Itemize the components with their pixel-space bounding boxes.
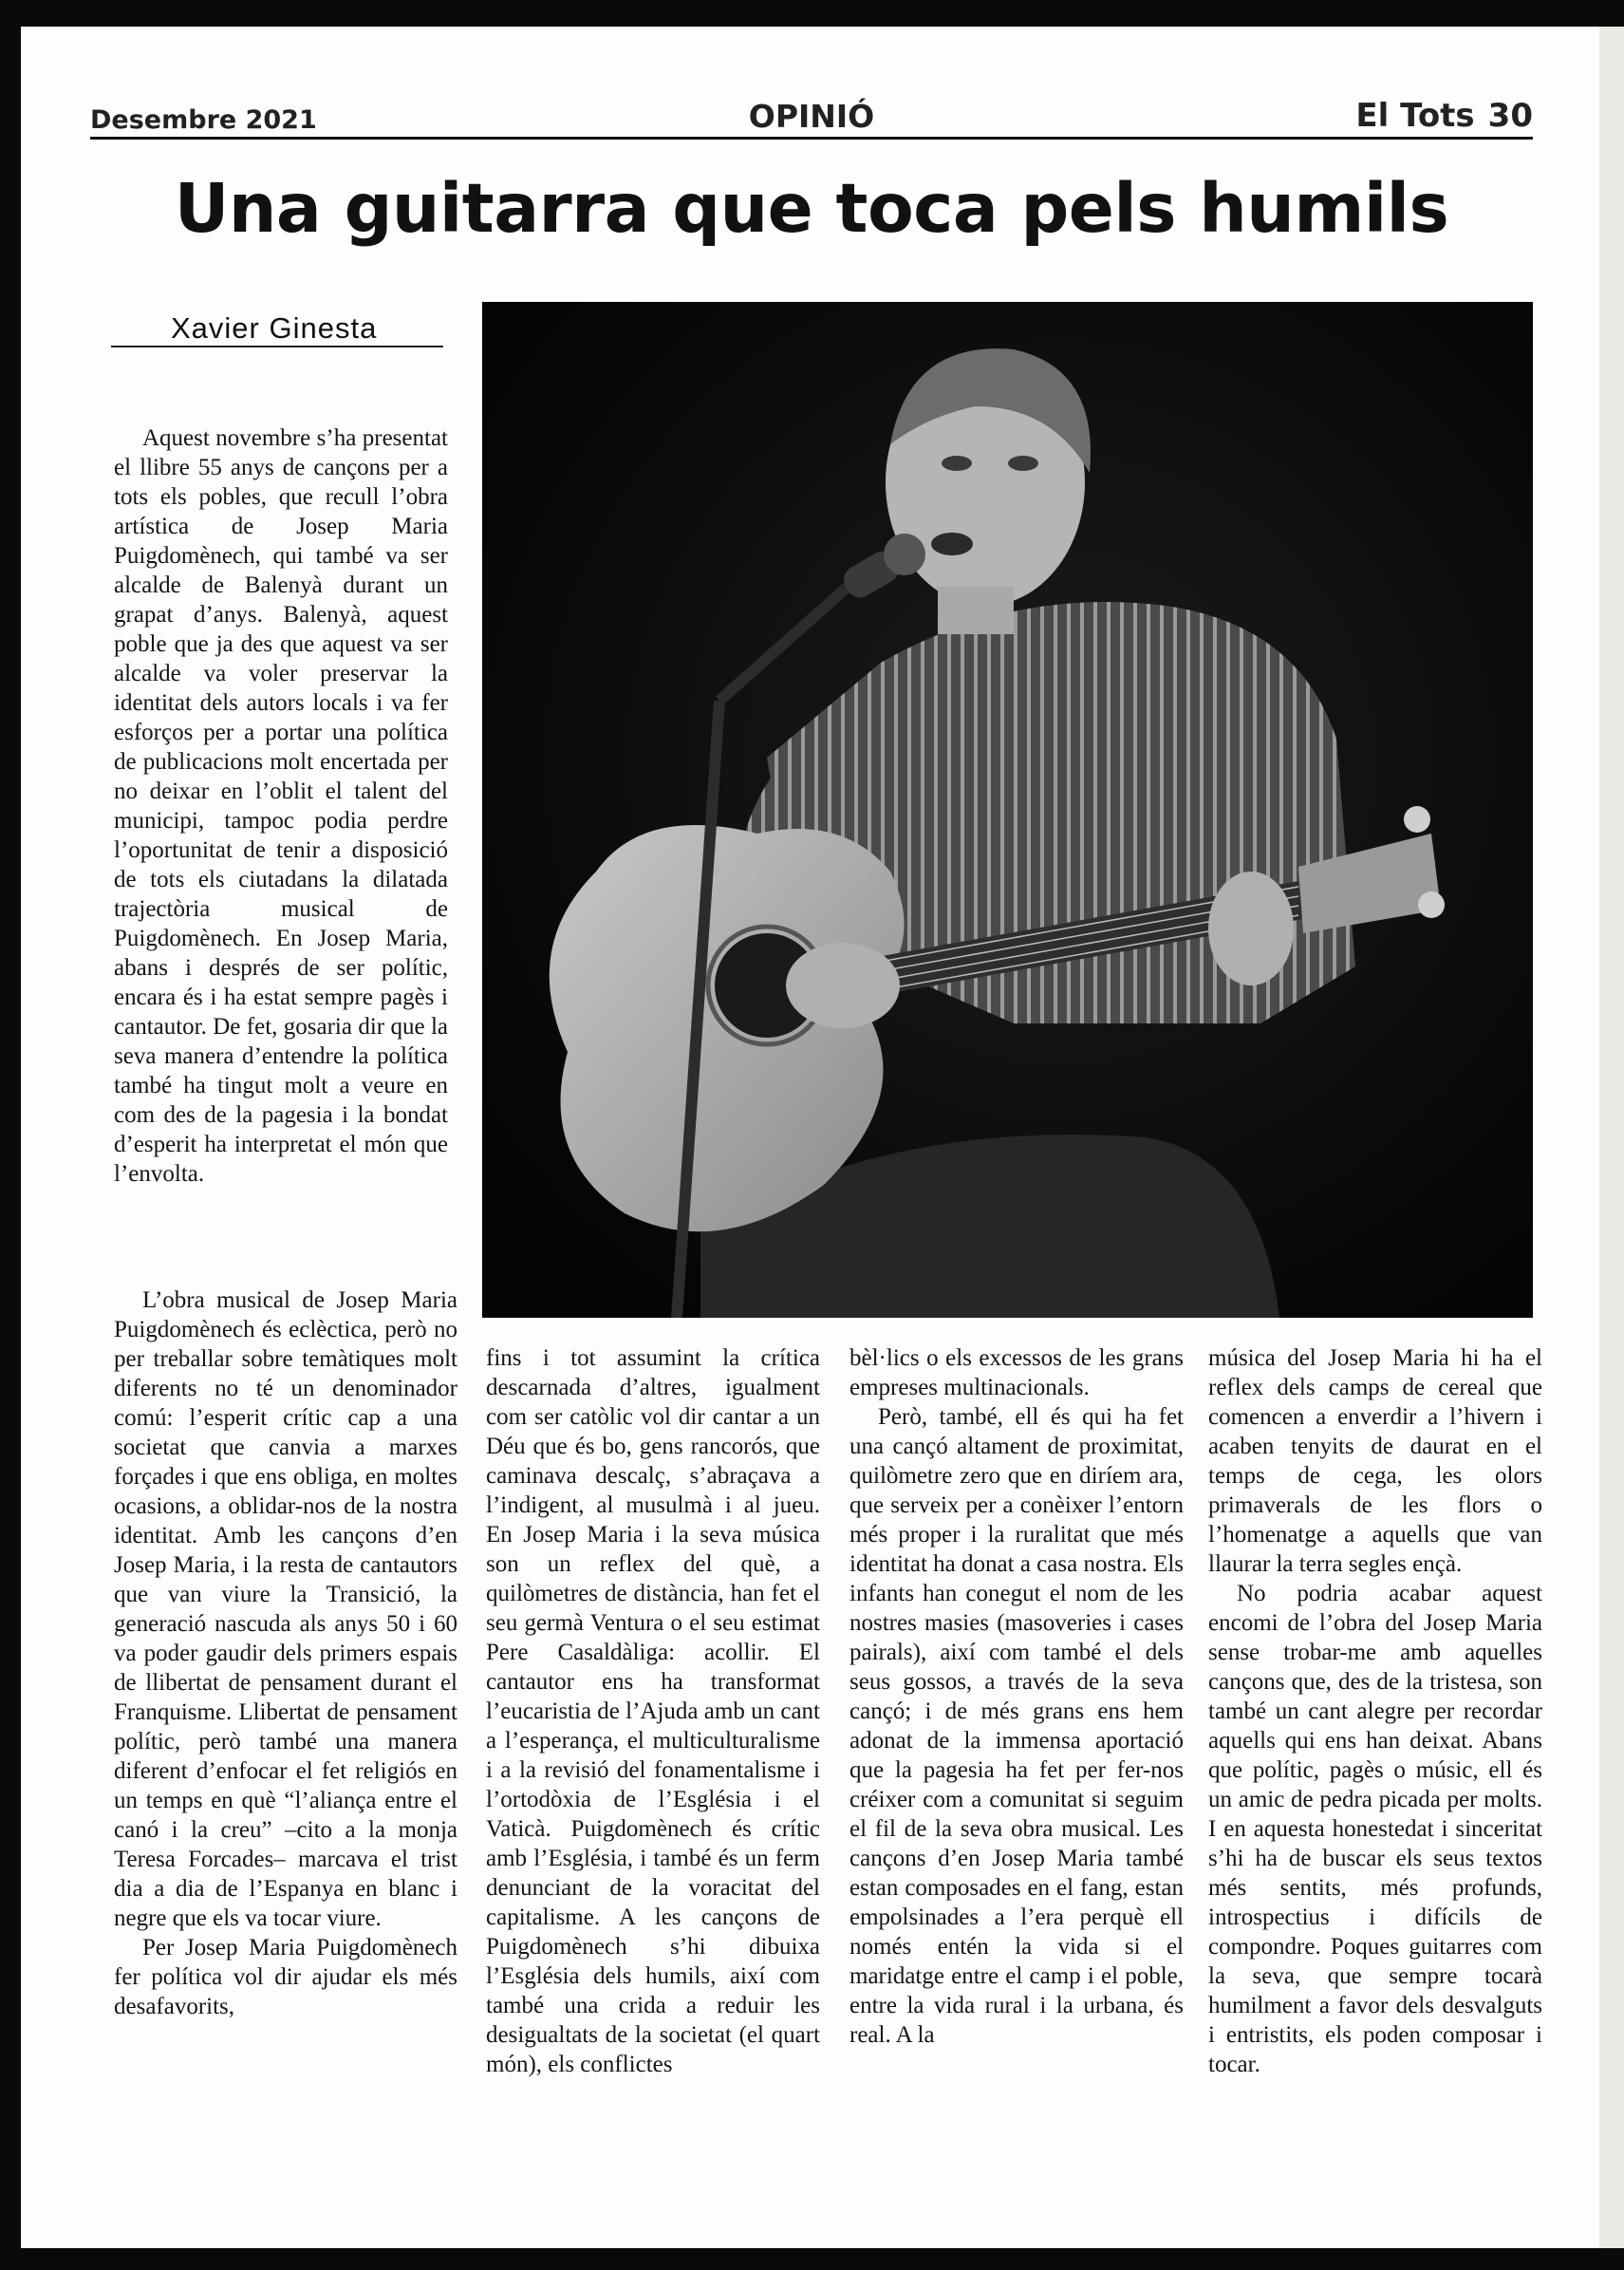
next-page-edge [1599, 27, 1624, 2248]
page-number: 30 [1487, 97, 1533, 135]
article-column-3 [849, 1343, 1184, 2050]
paragraph: Però, també, ell és qui ha fet una cançó altament de proximitat, quilòmetre zero que en diríem ara, que serveix per a conèixer l’entorn més proper i la ruralitat que més identitat ha donat a casa nostra. Els infants han conegut el nom de les nostres masies (masoveries i cases pairals), així com també el dels seus gossos, a través de la seva cançó; i de més grans ens hem adonat de la immensa aportació que la pagesia ha fet per fer-nos créixer com a comunitat si seguim el fil de la seva obra musical. Les cançons d’en Josep Maria també estan composades en el fang, estan empolsinades a l’era perquè ell només entén la vida si el maridatge entre el camp i el poble, entre la vida rural i la urbana, és real. A la [849, 1404, 1184, 2048]
publication-name: El Tots [1355, 97, 1475, 135]
singer-guitarist-photo [482, 302, 1533, 1318]
publication-info [1355, 97, 1533, 135]
paragraph: bèl·lics o els excessos de les grans empreses multinacionals. [849, 1345, 1184, 1400]
article-column-4 [1208, 1343, 1542, 2079]
article-author: Xavier Ginesta [171, 311, 378, 345]
paragraph: L’obra musical de Josep Maria Puigdomènech és eclèctica, però no per treballar sobre temàtiques molt diferents no té un denominador comú: l’esperit crític cap a una societat que canvia a marxes forçades i que ens obliga, en moltes ocasions, a oblidar-nos de la nostra identitat. Amb les cançons d’en Josep Maria, i la resta de cantautors que van viure la Transició, la generació nascuda als anys 50 i 60 va poder gaudir dels primers espais de llibertat de pensament durant el Franquisme. Llibertat de pensament polític, però també una manera diferent d’enfocar el fet religiós en un temps en què “l’aliança entre el canó i la creu” –cito a la monja Teresa Forcades– marcava el trist dia a dia de l’Espanya en blanc i negre que els va tocar viure. [114, 1287, 457, 1931]
issue-date: Desembre 2021 [90, 105, 317, 135]
article-column-1-lower [114, 1285, 457, 2021]
article-column-1-upper [114, 423, 448, 1189]
section-name: OPINIÓ [748, 98, 875, 135]
paragraph: Aquest novembre s’ha presentat el llibre 55 anys de cançons per a tots els pobles, que recull l’obra artística de Josep Maria Puigdomènech, qui també va ser alcalde de Balenyà durant un grapat d’anys. Balenyà, aquest poble que ja des que aquest va ser alcalde va voler preservar la identitat dels autors locals i va fer esforços per a portar una política de publicacions molt encertada per no deixar en l’oblit el talent del municipi, tampoc podia perdre l’oportunitat de tenir a disposició de tots els ciutadans la dilatada trajectòria musical de Puigdomènech. En Josep Maria, abans i després de ser polític, encara és i ha estat sempre pagès i cantautor. De fet, gosaria dir que la seva manera d’entendre la política també ha tingut molt a veure en com des de la pagesia i la bondat d’esperit ha interpretat el món que l’envolta. [114, 425, 448, 1187]
article-column-2 [486, 1343, 820, 2079]
author-rule [111, 346, 443, 347]
paragraph: No podria acabar aquest encomi de l’obra del Josep Maria sense trobar-me amb aquelles cançons que, des de la tristesa, son també un cant alegre per recordar aquells qui ens han deixat. Abans que polític, pagès o músic, ell és un amic de pedra picada per molts. I en aquesta honestedat i sinceritat s’hi ha de buscar els seus textos més sentits, més profunds, introspectius i difícils de compondre. Poques guitarres com la seva, que sempre tocarà humilment a favor dels desvalguts i entristits, els poden composar i tocar. [1208, 1581, 1542, 2077]
paragraph: Per Josep Maria Puigdomènech fer política vol dir ajudar els més desafavorits, [114, 1935, 457, 2019]
paragraph: música del Josep Maria hi ha el reflex dels camps de cereal que comencen a enverdir a l’hivern i acaben tenyits de daurat en el temps de cega, les olors primaverals de les flors o l’homenatge a aquells que van llaurar la terra segles ençà. [1208, 1345, 1542, 1577]
article-title: Una guitarra que toca pels humils [174, 169, 1449, 248]
paragraph: fins i tot assumint la crítica descarnada d’altres, igualment com ser catòlic vol dir cantar a un Déu que és bo, gens rancorós, que caminava descalç, s’abraçava a l’indigent, al musulmà i al jueu. En Josep Maria i la seva música son un reflex del què, a quilòmetres de distància, han fet el seu germà Ventura o el seu estimat Pere Casaldàliga: acollir. El cantautor ens ha transformat l’eucaristia de l’Ajuda amb un cant a l’esperança, el multiculturalisme i a la revisió del fonamentalisme i l’ortodòxia de l’Església i el Vaticà. Puigdomènech és crític amb l’Església, i també és un ferm denunciant de la voracitat del capitalisme. A les cançons de Puigdomènech s’hi dibuixa l’Església dels humils, així com també una crida a reduir les desigualtats de la societat (el quart món), els conflictes [486, 1345, 820, 2077]
page-header [90, 87, 1533, 140]
